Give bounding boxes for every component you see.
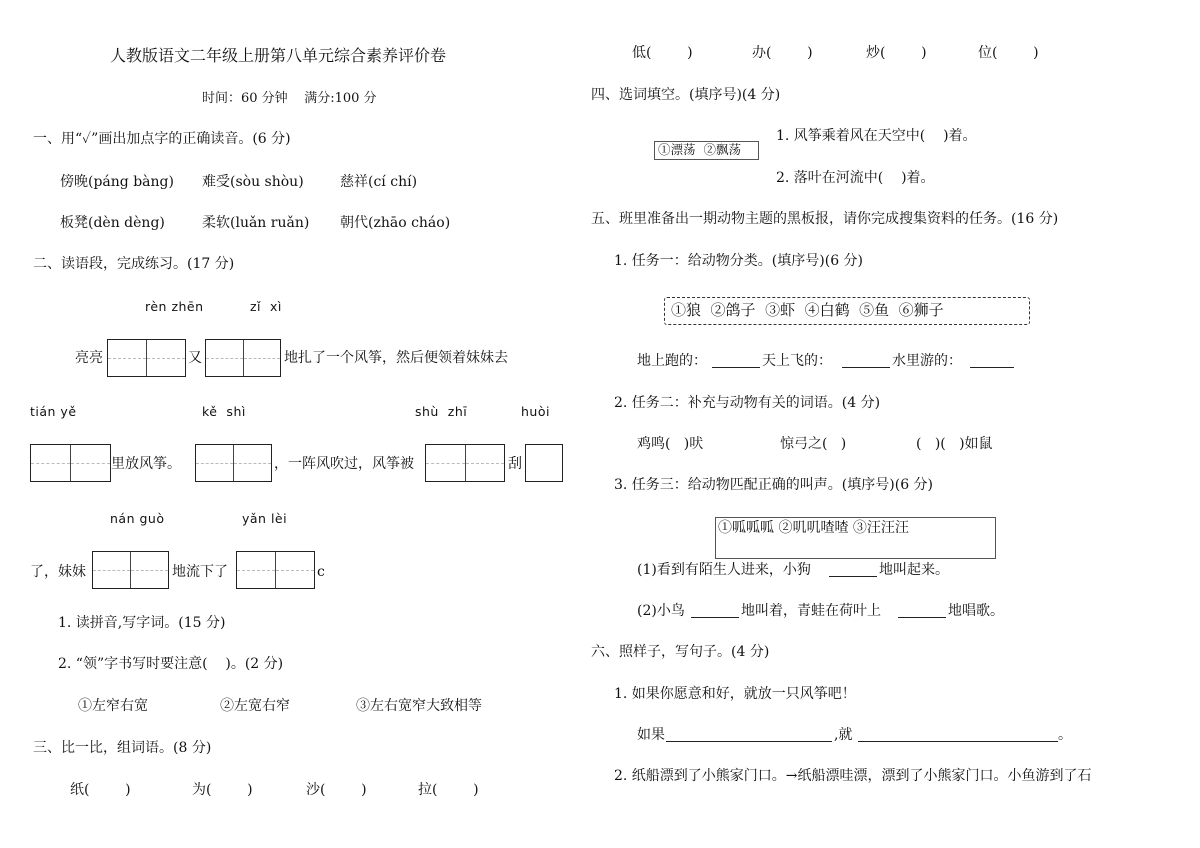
word-blank[interactable]: 沙( ) (306, 782, 367, 798)
writing-grid[interactable] (236, 551, 315, 589)
pinyin-label: kě shì (202, 404, 246, 419)
section4-heading: 四、选词填空。(填序号)(4 分) (591, 87, 781, 103)
section2-heading: 二、读语段，完成练习。(17 分) (33, 256, 235, 272)
classify-label: 水里游的： (892, 353, 962, 369)
paragraph-text: 地流下了 (172, 564, 228, 580)
answer-blank[interactable] (691, 604, 739, 618)
word-blank[interactable]: 低( ) (632, 45, 693, 61)
s1-item[interactable]: 慈祥(cí chí) (340, 174, 418, 190)
option[interactable]: ③左右宽窄大致相等 (356, 698, 482, 714)
section6-heading: 六、照样子，写句子。(4 分) (591, 644, 770, 660)
paragraph-text: 了，妹妹 (30, 564, 86, 580)
writing-grid[interactable] (525, 444, 563, 482)
pinyin-label: yǎn lèi (242, 511, 288, 526)
word-blank[interactable]: 为( ) (192, 782, 253, 798)
idiom-blank[interactable]: 鸡鸣( )吠 (637, 436, 704, 452)
task-title: 2. 任务二：补充与动物有关的词语。(4 分) (614, 395, 881, 411)
paragraph-text: 又 (188, 350, 202, 366)
s1-item[interactable]: 难受(sòu shòu) (202, 174, 304, 190)
question-text: 地叫起来。 (879, 562, 949, 578)
question-text: 2. 纸船漂到了小熊家门口。→纸船漂哇漂，漂到了小熊家门口。小鱼游到了石 (614, 768, 1092, 784)
answer-blank[interactable] (970, 354, 1014, 368)
word-choice-box (654, 141, 759, 160)
answer-blank[interactable] (829, 563, 877, 577)
s1-item[interactable]: 板凳(dèn dèng) (60, 215, 165, 231)
sentence-text: 。 (1058, 727, 1072, 743)
pinyin-label: shù zhī (415, 404, 468, 419)
pinyin-label: nán guò (110, 511, 165, 526)
word-blank[interactable]: 拉( ) (418, 782, 479, 798)
task-title: 1. 任务一：给动物分类。(填序号)(6 分) (614, 253, 864, 269)
pinyin-label: zǐ xì (250, 299, 282, 314)
exam-info: 时间：60 分钟 满分:100 分 (202, 91, 377, 106)
writing-grid[interactable] (30, 444, 111, 482)
writing-grid[interactable] (205, 339, 281, 377)
section5-heading: 五、班里准备出一期动物主题的黑板报，请你完成搜集资料的任务。(16 分) (591, 211, 1059, 227)
answer-blank[interactable] (858, 728, 1058, 742)
option[interactable]: ①左窄右宽 (78, 698, 148, 714)
answer-blank[interactable] (898, 604, 946, 618)
answer-blank[interactable] (842, 354, 890, 368)
question-text: 1. 风筝乘着风在天空中( )着。 (776, 128, 977, 144)
paragraph-text: c (317, 564, 325, 580)
question-text: (1)看到有陌生人进来，小狗 (637, 562, 811, 578)
sentence-text: ,就 (834, 727, 853, 743)
word-blank[interactable]: 办( ) (752, 45, 813, 61)
question-text: 2. “领”字书写时要注意( )。(2 分) (58, 656, 284, 672)
question-text: 1. 读拼音,写字词。(15 分) (58, 615, 226, 631)
word-blank[interactable]: 位( ) (978, 45, 1039, 61)
section1-heading: 一、用“✓”画出加点字的正确读音。(6 分) (33, 131, 291, 147)
question-text: 地叫着，青蛙在荷叶上 (741, 603, 881, 619)
paragraph-text: 刮 (508, 456, 522, 472)
pinyin-label: rèn zhēn (145, 299, 204, 314)
idiom-blank[interactable]: ( )( )如鼠 (916, 436, 993, 452)
pinyin-label: tián yě (30, 404, 77, 419)
animal-list: ①狼 ②鸽子 ③虾 ④白鹤 ⑤鱼 ⑥狮子 (671, 301, 944, 319)
sound-choice-box (715, 517, 996, 559)
s1-item[interactable]: 朝代(zhāo cháo) (340, 215, 451, 231)
word-choice-text: ①漂荡 ②飘荡 (658, 142, 741, 157)
word-blank[interactable]: 炒( ) (866, 45, 927, 61)
page-title: 人教版语文二年级上册第八单元综合素养评价卷 (110, 46, 447, 65)
pinyin-label: huòi (521, 404, 550, 419)
idiom-blank[interactable]: 惊弓之( ) (780, 436, 847, 452)
classify-label: 天上飞的： (762, 353, 832, 369)
paragraph-text: 地扎了一个风筝，然后便领着妹妹去 (284, 350, 508, 366)
s1-item[interactable]: 柔软(luǎn ruǎn) (202, 215, 310, 231)
paragraph-text: 亮亮 (75, 350, 103, 366)
writing-grid[interactable] (92, 551, 169, 589)
task-title: 3. 任务三：给动物匹配正确的叫声。(填序号)(6 分) (614, 477, 934, 493)
s1-item[interactable]: 傍晚(páng bàng) (60, 174, 174, 190)
section3-heading: 三、比一比，组词语。(8 分) (33, 740, 212, 756)
sound-choice-text: ①呱呱呱 ②叽叽喳喳 ③汪汪汪 (718, 520, 909, 536)
paragraph-text: 里放风筝。 (111, 456, 181, 472)
sentence-text: 如果 (637, 727, 665, 743)
writing-grid[interactable] (195, 444, 272, 482)
writing-grid[interactable] (107, 339, 186, 377)
word-blank[interactable]: 纸( ) (70, 782, 131, 798)
paragraph-text: ，一阵风吹过，风筝被 (274, 456, 414, 472)
writing-grid[interactable] (425, 444, 505, 482)
question-text: (2)小鸟 (637, 603, 685, 619)
option[interactable]: ②左宽右窄 (220, 698, 290, 714)
answer-blank[interactable] (666, 728, 832, 742)
question-text: 2. 落叶在河流中( )着。 (776, 170, 935, 186)
classify-label: 地上跑的： (637, 353, 707, 369)
question-text: 1. 如果你愿意和好，就放一只风筝吧！ (614, 686, 856, 702)
animal-list-box (664, 297, 1030, 325)
answer-blank[interactable] (712, 354, 760, 368)
question-text: 地唱歌。 (948, 603, 1004, 619)
